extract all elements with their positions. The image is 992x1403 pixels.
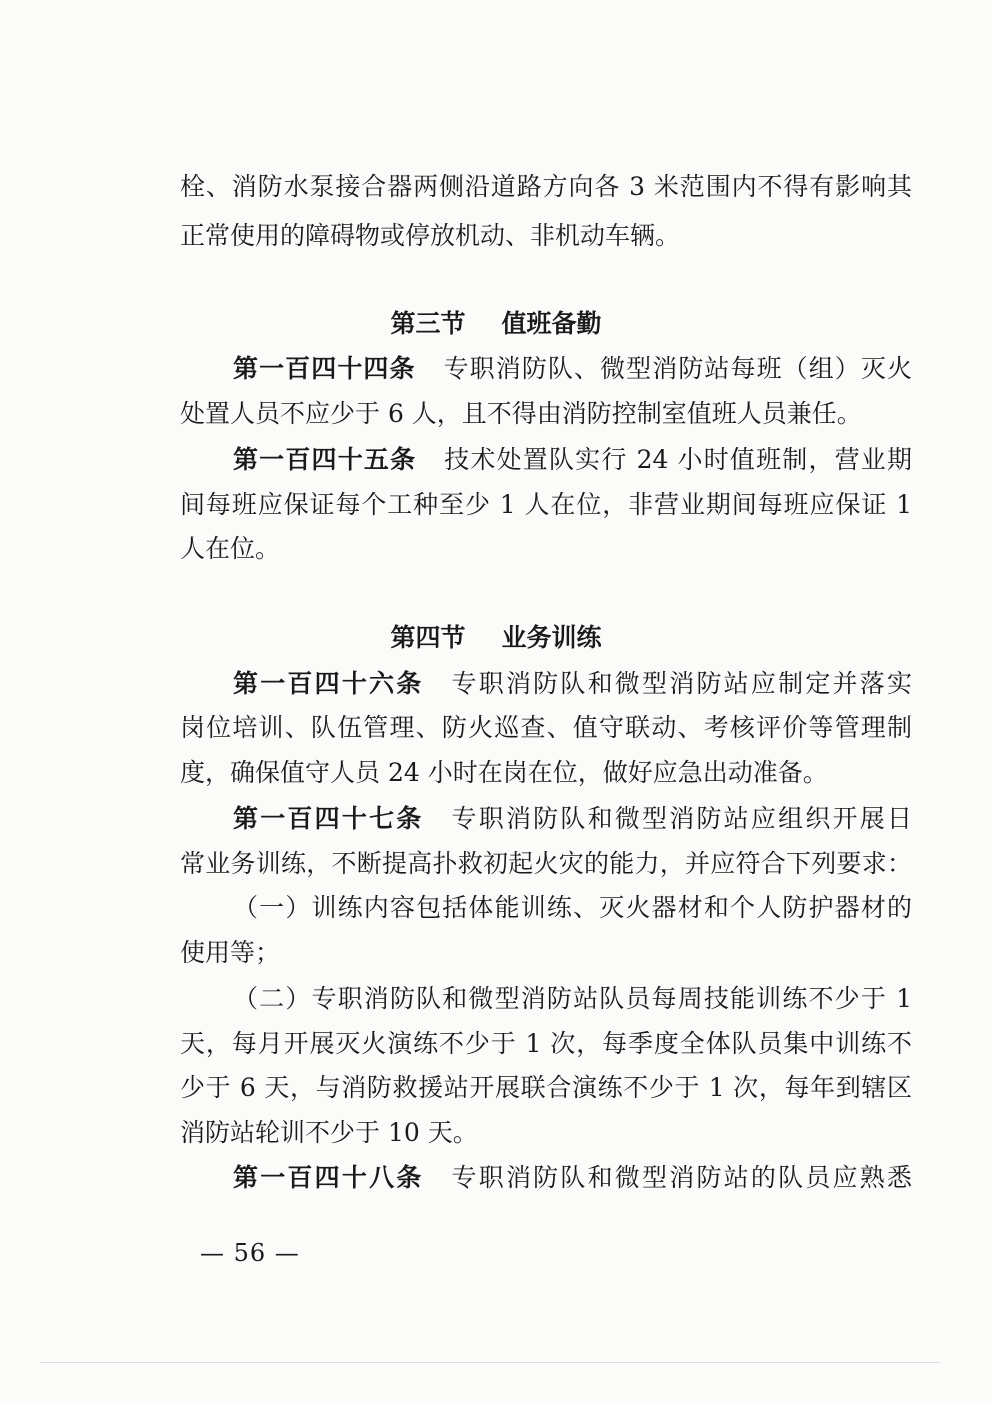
body-text-line: 常业务训练，不断提高扑救初起火灾的能力，并应符合下列要求： xyxy=(180,849,912,878)
article-first-line xyxy=(233,1162,912,1194)
body-text-line: 正常使用的障碍物或停放机动、非机动车辆。 xyxy=(180,221,681,250)
page-number: — 56 — xyxy=(200,1239,300,1267)
body-text-line: 消防站轮训不少于 10 天。 xyxy=(180,1118,478,1147)
body-text-line: 人在位。 xyxy=(180,534,281,563)
body-text-line: 处置人员不应少于 6 人，且不得由消防控制室值班人员兼任。 xyxy=(180,399,862,428)
article-text: 专职消防队和微型消防站的队员应熟悉 xyxy=(451,1163,912,1192)
article-first-line xyxy=(233,668,912,700)
body-text-line: 栓、消防水泵接合器两侧沿道路方向各 3 米范围内不得有影响其 xyxy=(180,172,912,201)
article-text: 专职消防队和微型消防站应制定并落实 xyxy=(451,669,912,698)
section-heading xyxy=(0,308,992,340)
article-text: 专职消防队、微型消防站每班（组）灭火 xyxy=(443,354,912,383)
body-text-line: 使用等； xyxy=(180,938,281,967)
article-label: 第一百四十六条 xyxy=(233,669,424,698)
body-text-line: 天，每月开展灭火演练不少于 1 次，每季度全体队员集中训练不 xyxy=(180,1029,912,1058)
body-text-line: 岗位培训、队伍管理、防火巡查、值守联动、考核评价等管理制 xyxy=(180,713,912,742)
article-label: 第一百四十七条 xyxy=(233,804,424,833)
list-item-line: （一）训练内容包括体能训练、灭火器材和个人防护器材的 xyxy=(233,893,912,922)
article-label: 第一百四十五条 xyxy=(233,445,417,474)
article-label: 第一百四十八条 xyxy=(233,1163,424,1192)
article-first-line xyxy=(233,444,912,476)
section-title: 业务训练 xyxy=(501,623,602,652)
article-text: 专职消防队和微型消防站应组织开展日 xyxy=(451,804,912,833)
section-title: 值班备勤 xyxy=(501,309,602,338)
section-number: 第三节 xyxy=(390,309,466,338)
article-text: 技术处置队实行 24 小时值班制，营业期 xyxy=(444,445,912,474)
body-text-line: 间每班应保证每个工种至少 1 人在位，非营业期间每班应保证 1 xyxy=(180,490,912,519)
body-text-line: 度，确保值守人员 24 小时在岗在位，做好应急出动准备。 xyxy=(180,758,828,787)
section-number: 第四节 xyxy=(390,623,466,652)
list-item-line: （二）专职消防队和微型消防站队员每周技能训练不少于 1 xyxy=(233,984,912,1013)
article-first-line xyxy=(233,353,912,385)
scan-edge-line xyxy=(40,1362,940,1363)
article-label: 第一百四十四条 xyxy=(233,354,416,383)
article-first-line xyxy=(233,803,912,835)
section-heading xyxy=(0,622,992,654)
body-text-line: 少于 6 天，与消防救援站开展联合演练不少于 1 次，每年到辖区 xyxy=(180,1073,912,1102)
